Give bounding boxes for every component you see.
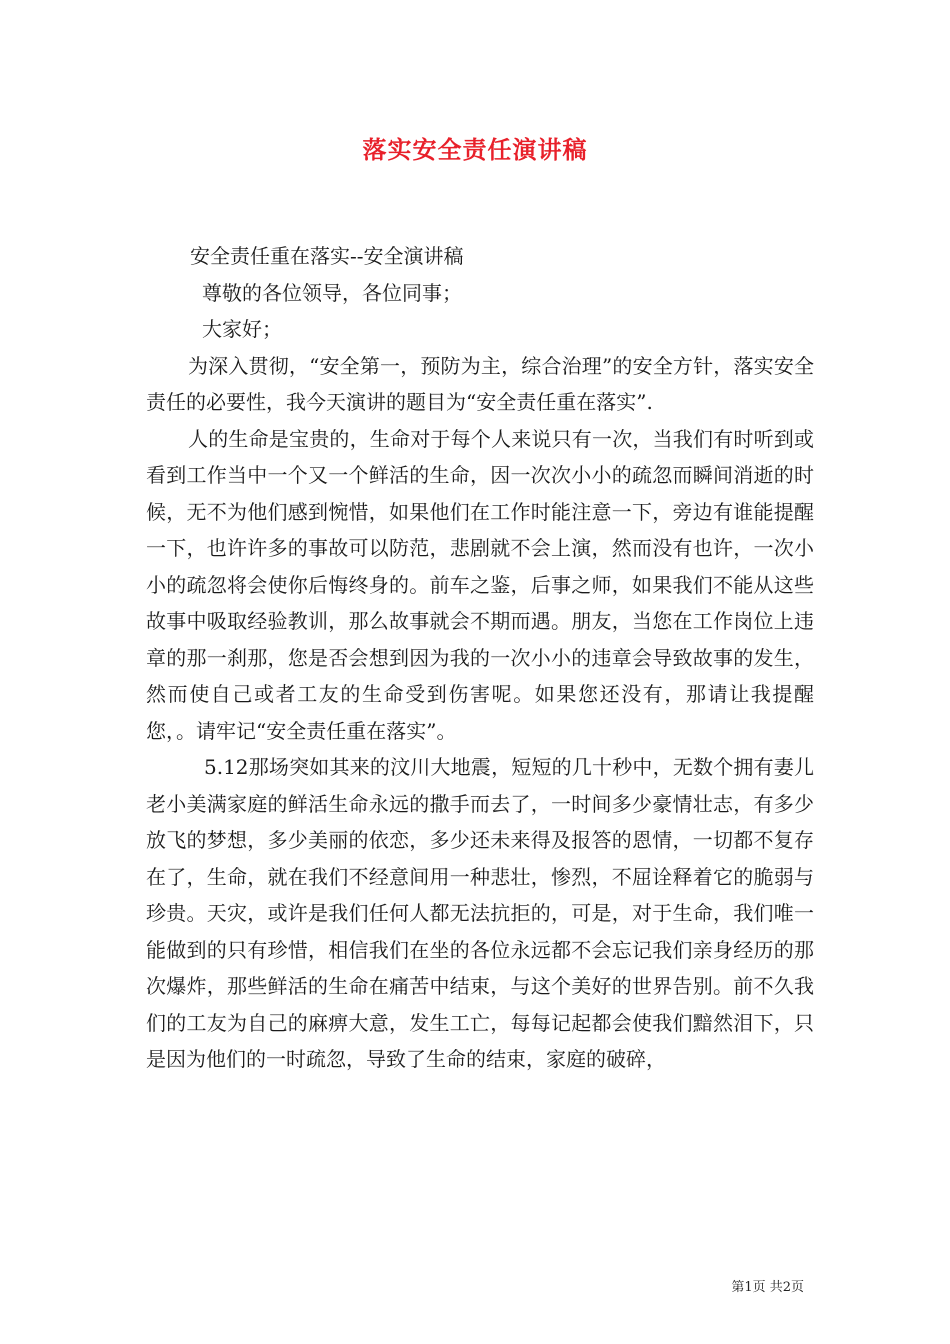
paragraph-intro: 为深入贯彻，“安全第一，预防为主，综合治理”的安全方针，落实安全责任的必要性，我今天演讲的题目为“安全责任重在落实”. (146, 353, 814, 414)
speech-subtitle: 安全责任重在落实--安全演讲稿 (190, 244, 464, 268)
greeting: 大家好； (202, 317, 282, 341)
paragraph-earthquake: 5.12那场突如其来的汶川大地震，短短的几十秒中，无数个拥有妻儿老小美满家庭的鲜活生命永远的撒手而去了，一时间多少豪情壮志，有多少放飞的梦想，多少美丽的依恋，多少还未来得及报答的恩情，一切都不复存在了，生命，就在我们不经意间用一种悲壮，惨烈，不屈诠释着它的脆弱与珍贵。天灾，或许是我们任何人都无法抗拒的，可是，对于生命，我们唯一能做到的只有珍惜，相信我们在坐的各位永远都不会忘记我们亲身经历的那次爆炸，那些鲜活的生命在痛苦中结束，与这个美好的世界告别。前不久我们的工友为自己的麻痹大意，发生工亡，每每记起都会使我们黯然泪下，只是因为他们的一时疏忽，导致了生命的结束，家庭的破碎， (146, 755, 814, 1071)
document-title: 落实安全责任演讲稿 (362, 135, 588, 164)
document-body (146, 238, 814, 1078)
page-number: 第1页 共2页 (731, 1280, 804, 1295)
paragraph-life: 人的生命是宝贵的，生命对于每个人来说只有一次，当我们有时听到或看到工作当中一个又一个鲜活的生命，因一次次小小的疏忽而瞬间消逝的时候，无不为他们感到惋惜，如果他们在工作时能注意一下，旁边有谁能提醒一下，也许许多的事故可以防范，悲剧就不会上演，然而没有也许，一次小小的疏忽将会使你后悔终身的。前车之鉴，后事之师，如果我们不能从这些故事中吸取经验教训，那么故事就会不期而遇。朋友，当您在工作岗位上违章的那一刹那，您是否会想到因为我的一次小小的违章会导致故事的发生，然而使自己或者工友的生命受到伤害呢。如果您还没有，那请让我提醒您，。请牢记“安全责任重在落实”。 (146, 426, 814, 743)
salutation: 尊敬的各位领导，各位同事； (202, 280, 462, 305)
